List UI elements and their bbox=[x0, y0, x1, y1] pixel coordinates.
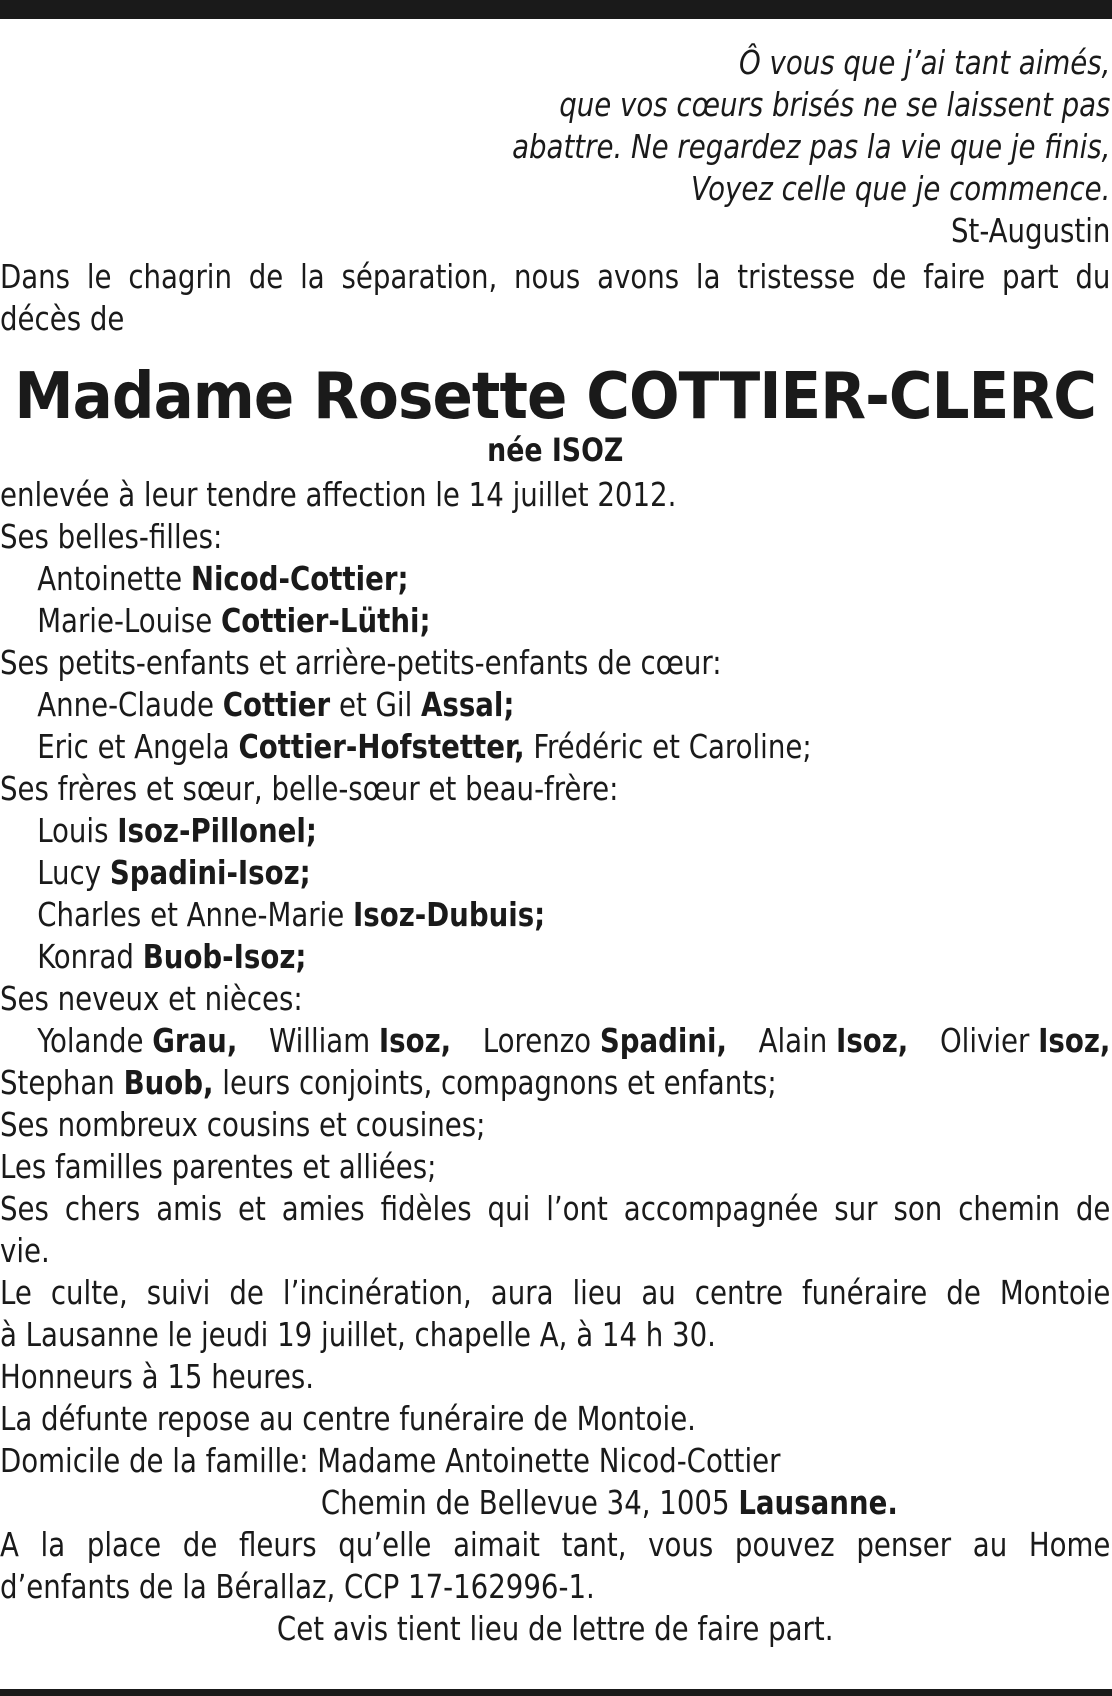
friends-line-2: vie. bbox=[0, 1231, 50, 1270]
service-line-2: à Lausanne le jeudi 19 juillet, chapelle A, à 14 h 30. bbox=[0, 1315, 716, 1354]
maiden-name: née ISOZ bbox=[487, 431, 624, 469]
poem-line: Voyez celle que je commence. bbox=[691, 169, 1111, 208]
domicile-address: Chemin de Bellevue 34, 1005 Lausanne. bbox=[320, 1483, 898, 1522]
family-member: Eric et Angela Cottier-Hofstetter, Frédéric et Caroline; bbox=[37, 727, 812, 766]
nephews-label: Ses neveux et nièces: bbox=[0, 979, 303, 1018]
service-line-1: Le culte, suivi de l’incinération, aura lieu au centre funéraire de Montoie bbox=[0, 1273, 1111, 1312]
poem-attribution: St-Augustin bbox=[950, 211, 1111, 250]
grandchildren-label: Ses petits-enfants et arrière-petits-enfants de cœur: bbox=[0, 643, 722, 682]
family-member: Anne-Claude Cottier et Gil Assal; bbox=[37, 685, 515, 724]
family-member: Marie-Louise Cottier-Lüthi; bbox=[37, 601, 431, 640]
intro-line-2: décès de bbox=[0, 299, 125, 338]
domicile-label: Domicile de la famille: Madame Antoinette Nicod-Cottier bbox=[0, 1441, 781, 1480]
nephews-line-2: Stephan Buob, leurs conjoints, compagnons et enfants; bbox=[0, 1063, 777, 1102]
poem-line: abattre. Ne regardez pas la vie que je finis, bbox=[512, 127, 1111, 166]
family-member: Charles et Anne-Marie Isoz-Dubuis; bbox=[37, 895, 546, 934]
donation-line-2: d’enfants de la Bérallaz, CCP 17-162996-1. bbox=[0, 1567, 595, 1606]
intro bbox=[0, 256, 1110, 340]
bottom-rule bbox=[0, 1689, 1112, 1696]
deceased-name: Madame Rosette COTTIER-CLERC bbox=[14, 360, 1097, 434]
poem-line: Ô vous que j’ai tant aimés, bbox=[738, 43, 1111, 82]
closing-line: Cet avis tient lieu de lettre de faire part. bbox=[276, 1609, 834, 1648]
family-member: Konrad Buob-Isoz; bbox=[37, 937, 307, 976]
family-member: Louis Isoz-Pillonel; bbox=[37, 811, 317, 850]
donation-line-1: A la place de fleurs qu’elle aimait tant, vous pouvez penser au Home bbox=[0, 1525, 1111, 1564]
top-rule bbox=[0, 0, 1112, 19]
rests-line: La défunte repose au centre funéraire de Montoie. bbox=[0, 1399, 696, 1438]
family-member: Antoinette Nicod-Cottier; bbox=[37, 559, 409, 598]
cousins-line: Ses nombreux cousins et cousines; bbox=[0, 1105, 486, 1144]
friends-line-1: Ses chers amis et amies fidèles qui l’ont accompagnée sur son chemin de bbox=[0, 1189, 1111, 1228]
obituary-notice bbox=[0, 42, 1110, 1650]
family-member: Lucy Spadini-Isoz; bbox=[37, 853, 311, 892]
announcement: enlevée à leur tendre affection le 14 juillet 2012. bbox=[0, 475, 677, 514]
nephews-line: Yolande Grau, William Isoz, Lorenzo Spadini, Alain Isoz, Olivier Isoz, bbox=[37, 1021, 1111, 1060]
poem-line: que vos cœurs brisés ne se laissent pas bbox=[559, 85, 1111, 124]
siblings-label: Ses frères et sœur, belle-sœur et beau-frère: bbox=[0, 769, 619, 808]
families-line: Les familles parentes et alliées; bbox=[0, 1147, 437, 1186]
honours-line: Honneurs à 15 heures. bbox=[0, 1357, 315, 1396]
daughters-in-law-label: Ses belles-filles: bbox=[0, 517, 223, 556]
poem bbox=[0, 42, 1110, 252]
intro-line-1: Dans le chagrin de la séparation, nous avons la tristesse de faire part du bbox=[0, 257, 1111, 296]
